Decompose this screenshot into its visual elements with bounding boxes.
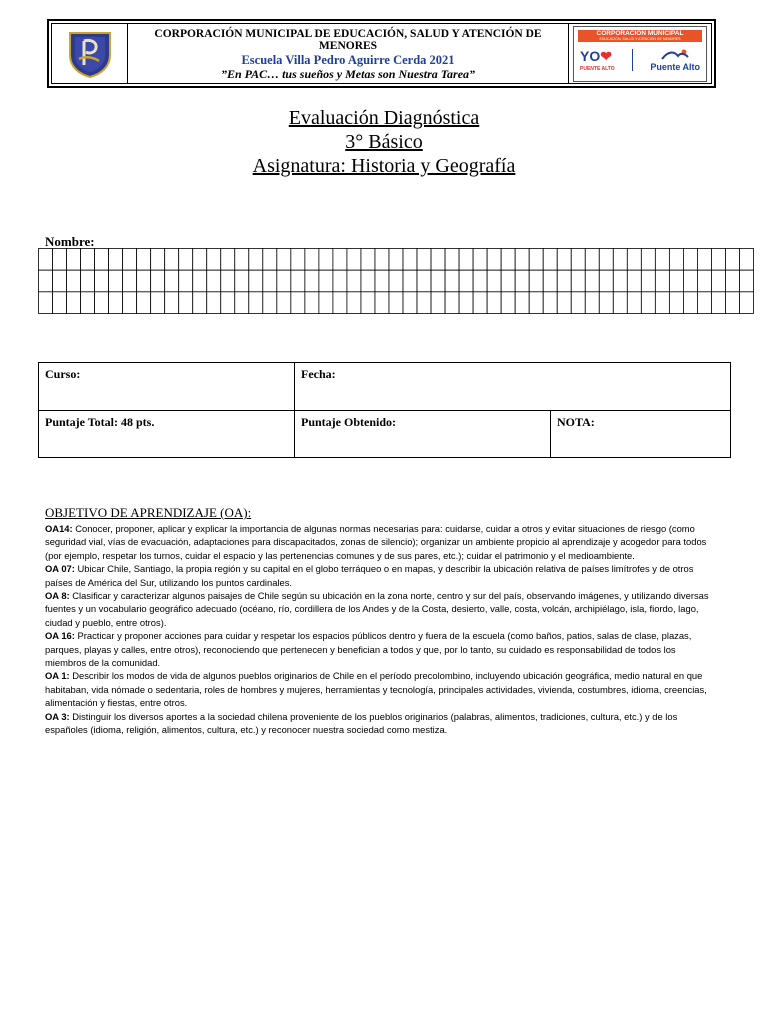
name-grid-cell[interactable] xyxy=(249,249,263,271)
name-grid-cell[interactable] xyxy=(81,249,95,271)
name-grid-cell[interactable] xyxy=(697,270,711,292)
header-inner xyxy=(51,23,712,84)
name-grid-cell[interactable] xyxy=(543,270,557,292)
name-grid-cell[interactable] xyxy=(431,270,445,292)
evaluation-title: Evaluación Diagnóstica xyxy=(288,107,480,129)
school-motto: ”En PAC… tus sueños y Metas son Nuestra Tarea” xyxy=(220,67,476,81)
name-grid-cell[interactable] xyxy=(417,270,431,292)
name-grid-cell[interactable] xyxy=(53,292,67,314)
puente-alto-mark-icon xyxy=(660,48,690,60)
name-grid-cell[interactable] xyxy=(361,249,375,271)
name-grid-cell[interactable] xyxy=(599,292,613,314)
name-grid-cell[interactable] xyxy=(193,292,207,314)
name-grid-cell[interactable] xyxy=(543,292,557,314)
name-grid-cell[interactable] xyxy=(473,249,487,271)
objective-item xyxy=(45,669,715,709)
name-grid-cell[interactable] xyxy=(207,249,221,271)
name-grid-cell[interactable] xyxy=(109,249,123,271)
header-box xyxy=(47,19,716,88)
name-grid-cell[interactable] xyxy=(459,292,473,314)
name-grid-cell[interactable] xyxy=(683,292,697,314)
name-grid-cell[interactable] xyxy=(81,292,95,314)
name-grid-cell[interactable] xyxy=(515,292,529,314)
name-grid-cell[interactable] xyxy=(291,292,305,314)
name-grid-cell[interactable] xyxy=(431,249,445,271)
name-grid-cell[interactable] xyxy=(305,292,319,314)
name-grid-cell[interactable] xyxy=(641,249,655,271)
name-grid-cell[interactable] xyxy=(585,270,599,292)
name-grid-cell[interactable] xyxy=(319,249,333,271)
name-grid-cell[interactable] xyxy=(627,292,641,314)
name-grid-cell[interactable] xyxy=(179,270,193,292)
name-grid-cell[interactable] xyxy=(221,249,235,271)
name-grid-cell[interactable] xyxy=(95,270,109,292)
name-grid-cell[interactable] xyxy=(515,270,529,292)
name-grid-cell[interactable] xyxy=(655,270,669,292)
puente-alto-text: Puente Alto xyxy=(650,61,700,72)
name-grid-cell[interactable] xyxy=(249,270,263,292)
name-grid-cell[interactable] xyxy=(557,292,571,314)
name-grid-cell[interactable] xyxy=(445,292,459,314)
name-grid-cell[interactable] xyxy=(529,249,543,271)
objective-item xyxy=(45,589,715,629)
grade-title: 3° Básico xyxy=(345,131,423,153)
name-grid-cell[interactable] xyxy=(151,292,165,314)
puntaje-obtenido-label: Puntaje Obtenido: xyxy=(301,414,397,429)
subject-title: Asignatura: Historia y Geografía xyxy=(252,155,516,177)
name-grid-cell[interactable] xyxy=(375,270,389,292)
name-grid-cell[interactable] xyxy=(697,292,711,314)
name-grid-cell[interactable] xyxy=(529,270,543,292)
name-grid-cell[interactable] xyxy=(263,270,277,292)
name-grid-cell[interactable] xyxy=(571,249,585,271)
document-titles xyxy=(0,106,768,178)
name-grid-cell[interactable] xyxy=(193,270,207,292)
name-grid-cell[interactable] xyxy=(123,249,137,271)
name-grid-cell[interactable] xyxy=(739,270,753,292)
name-grid-cell[interactable] xyxy=(571,292,585,314)
name-grid-cell[interactable] xyxy=(403,270,417,292)
name-grid-cell[interactable] xyxy=(627,249,641,271)
yo-subtext: PUENTE ALTO xyxy=(580,65,615,72)
name-grid-cell[interactable] xyxy=(725,292,739,314)
name-grid-cell[interactable] xyxy=(347,270,361,292)
heart-icon: ❤ xyxy=(600,47,612,64)
school-name: Escuela Villa Pedro Aguirre Cerda 2021 xyxy=(241,53,455,67)
name-grid-cell[interactable] xyxy=(585,249,599,271)
name-grid-cell[interactable] xyxy=(151,270,165,292)
objective-code: OA 07: xyxy=(45,563,75,575)
objective-text: Conocer, proponer, aplicar y explicar la importancia de algunas normas necesarias para: cuidarse, cuidar a otros y evitar situaciones de riesgo (como seguridad vial, vías de evacuación, adaptaciones para discapacitados, zonas de silencio); organizar un ambiente propicio al aprendizaje y acogedor para todos (por ejemplo, respetar los turnos, cuidar el espacio y las pertenencias comunes y de sus pares, etc.); cuidar el patrimonio y el medioambiente. xyxy=(45,523,707,561)
objective-code: OA 1: xyxy=(45,670,70,682)
objective-text: Distinguir los diversos aportes a la sociedad chilena proveniente de los pueblos originarios (palabras, alimentos, tradiciones, cultura, etc.) y de los españoles (idioma, religión, alimentos, cultura, etc.) y reconocer nuestra sociedad como mestiza. xyxy=(45,710,678,736)
name-grid-cell[interactable] xyxy=(669,249,683,271)
name-grid-cell[interactable] xyxy=(53,270,67,292)
name-grid-cell[interactable] xyxy=(319,270,333,292)
corporation-brand-logo xyxy=(573,26,707,82)
name-grid-cell[interactable] xyxy=(389,249,403,271)
name-grid-cell[interactable] xyxy=(375,292,389,314)
name-grid-cell[interactable] xyxy=(179,292,193,314)
fecha-field[interactable] xyxy=(295,363,731,411)
name-grid-cell[interactable] xyxy=(739,249,753,271)
name-grid-cell[interactable] xyxy=(137,249,151,271)
name-grid-cell[interactable] xyxy=(571,270,585,292)
name-grid-cell[interactable] xyxy=(67,249,81,271)
name-grid-cell[interactable] xyxy=(291,249,305,271)
name-grid-cell[interactable] xyxy=(501,270,515,292)
learning-objectives xyxy=(45,506,715,737)
name-grid-cell[interactable] xyxy=(431,292,445,314)
name-grid-cell[interactable] xyxy=(333,292,347,314)
name-grid-cell[interactable] xyxy=(123,292,137,314)
name-grid-cell[interactable] xyxy=(277,249,291,271)
nombre-label: Nombre: xyxy=(45,234,95,249)
name-grid-cell[interactable] xyxy=(627,270,641,292)
header-text-cell xyxy=(128,24,569,83)
name-grid-cell[interactable] xyxy=(361,270,375,292)
corporation-name: CORPORACIÓN MUNICIPAL DE EDUCACIÓN, SALUD Y ATENCIÓN DE MENORES xyxy=(154,28,542,52)
nota-label: NOTA: xyxy=(557,414,595,429)
name-grid-cell[interactable] xyxy=(39,249,53,271)
name-grid-cell[interactable] xyxy=(333,249,347,271)
name-grid-cell[interactable] xyxy=(613,292,627,314)
name-grid-cell[interactable] xyxy=(305,249,319,271)
name-grid-cell[interactable] xyxy=(459,249,473,271)
name-grid-cell[interactable] xyxy=(305,270,319,292)
objective-item xyxy=(45,629,715,669)
name-grid-cell[interactable] xyxy=(193,249,207,271)
name-grid-cell[interactable] xyxy=(487,249,501,271)
name-grid-cell[interactable] xyxy=(249,292,263,314)
logo-divider xyxy=(632,49,633,71)
name-grid-cell[interactable] xyxy=(67,292,81,314)
name-grid-cell[interactable] xyxy=(235,249,249,271)
name-grid-cell[interactable] xyxy=(445,270,459,292)
name-grid-cell[interactable] xyxy=(697,249,711,271)
objective-code: OA 16: xyxy=(45,630,75,642)
name-letter-grid[interactable] xyxy=(38,248,754,314)
name-grid-cell[interactable] xyxy=(277,292,291,314)
name-grid-cell[interactable] xyxy=(725,270,739,292)
puntaje-obtenido-field[interactable] xyxy=(295,410,551,458)
name-grid-cell[interactable] xyxy=(207,292,221,314)
name-grid-cell[interactable] xyxy=(711,270,725,292)
name-grid-cell[interactable] xyxy=(221,270,235,292)
objective-item xyxy=(45,562,715,589)
name-grid-cell[interactable] xyxy=(165,270,179,292)
school-crest-icon xyxy=(67,29,113,79)
objective-text: Practicar y proponer acciones para cuidar y respetar los espacios públicos dentro y fuera de la escuela (como baños, patios, salas de clase, plazas, parques, playas y calles, entre otros), reconociendo que pertenecen y benefician a todos y que, por lo tanto, su cuidado es responsabilidad de todos los miembros de la comunidad. xyxy=(45,630,692,669)
name-grid-cell[interactable] xyxy=(53,249,67,271)
name-grid-cell[interactable] xyxy=(445,249,459,271)
brand-bottom xyxy=(574,42,706,72)
name-grid-cell[interactable] xyxy=(179,249,193,271)
name-grid-cell[interactable] xyxy=(95,249,109,271)
name-grid-cell[interactable] xyxy=(515,249,529,271)
name-grid-cell[interactable] xyxy=(711,249,725,271)
name-grid-cell[interactable] xyxy=(109,270,123,292)
name-grid-cell[interactable] xyxy=(137,292,151,314)
name-grid-cell[interactable] xyxy=(487,292,501,314)
name-grid-cell[interactable] xyxy=(235,270,249,292)
name-grid-cell[interactable] xyxy=(585,292,599,314)
name-grid-cell[interactable] xyxy=(473,270,487,292)
name-grid-cell[interactable] xyxy=(641,270,655,292)
name-grid-cell[interactable] xyxy=(655,292,669,314)
name-grid-cell[interactable] xyxy=(361,292,375,314)
name-grid-cell[interactable] xyxy=(501,292,515,314)
objective-item xyxy=(45,522,715,562)
name-grid-cell[interactable] xyxy=(669,292,683,314)
name-grid-cell[interactable] xyxy=(333,270,347,292)
name-grid-cell[interactable] xyxy=(221,292,235,314)
objective-code: OA14: xyxy=(45,523,73,534)
name-grid-cell[interactable] xyxy=(109,292,123,314)
name-grid-cell[interactable] xyxy=(487,270,501,292)
name-grid-cell[interactable] xyxy=(277,270,291,292)
name-grid-cell[interactable] xyxy=(683,249,697,271)
name-grid-cell[interactable] xyxy=(347,249,361,271)
name-grid-cell[interactable] xyxy=(319,292,333,314)
name-grid-cell[interactable] xyxy=(613,249,627,271)
name-grid-cell[interactable] xyxy=(389,292,403,314)
name-grid-cell[interactable] xyxy=(67,270,81,292)
yo-puente-alto-logo xyxy=(580,48,615,72)
name-grid-cell[interactable] xyxy=(599,249,613,271)
objective-item xyxy=(45,710,715,737)
curso-label: Curso: xyxy=(45,367,81,381)
objective-text: Describir los modos de vida de algunos pueblos originarios de Chile en el período precolombino, incluyendo ubicación geográfica, medio natural en que habitaban, vida nómade o sedentaria, roles de hombres y mujeres, herramientas y tecnología, principales actividades, vivienda, costumbres, idioma, creencias, alimentación y fiestas, entre otros. xyxy=(45,670,707,709)
fecha-label: Fecha: xyxy=(301,367,336,381)
name-grid-cell[interactable] xyxy=(417,292,431,314)
yo-text: YO xyxy=(580,47,601,64)
name-grid-cell[interactable] xyxy=(375,249,389,271)
school-logo-cell xyxy=(52,24,128,83)
name-grid-cell[interactable] xyxy=(81,270,95,292)
brand-banner-title: CORPORACIÓN MUNICIPAL xyxy=(596,29,684,37)
objective-text: Ubicar Chile, Santiago, la propia región y su capital en el globo terráqueo o en mapas, y describir la ubicación relativa de países limítrofes y de otros países de América del Sur, utilizando los puntos cardinales. xyxy=(45,563,694,588)
brand-banner xyxy=(578,30,702,42)
name-grid-cell[interactable] xyxy=(263,292,277,314)
name-grid-cell[interactable] xyxy=(501,249,515,271)
nota-field[interactable] xyxy=(551,410,731,458)
name-grid-cell[interactable] xyxy=(613,270,627,292)
name-grid-cell[interactable] xyxy=(711,292,725,314)
name-grid-cell[interactable] xyxy=(263,249,277,271)
name-grid-cell[interactable] xyxy=(347,292,361,314)
puntaje-total-label: Puntaje Total: 48 pts. xyxy=(45,414,155,429)
curso-field[interactable] xyxy=(39,363,295,411)
objective-code: OA 3: xyxy=(45,710,70,722)
name-grid-cell[interactable] xyxy=(557,270,571,292)
name-grid-cell[interactable] xyxy=(389,270,403,292)
name-grid-cell[interactable] xyxy=(641,292,655,314)
name-grid-cell[interactable] xyxy=(165,292,179,314)
objectives-heading: OBJETIVO DE APRENDIZAJE (OA): xyxy=(45,505,252,520)
brand-logo-cell xyxy=(569,24,711,83)
name-grid-cell[interactable] xyxy=(291,270,305,292)
objective-code: OA 8: xyxy=(45,590,70,602)
name-grid-cell[interactable] xyxy=(403,292,417,314)
objective-text: Clasificar y caracterizar algunos paisajes de Chile según su ubicación en la zona norte, centro y sur del país, observando imágenes, y utilizando diversas fuentes y un vocabulario geográfico adecuado (océano, río, cordillera de los Andes y de la Costa, desierto, valle, costa, volcán, archipiélago, isla, fiordo, lago, ciudad y pueblo, entre otros). xyxy=(45,590,709,628)
puente-alto-logo xyxy=(650,48,700,72)
name-grid-cell[interactable] xyxy=(683,270,697,292)
name-grid-cell[interactable] xyxy=(599,270,613,292)
name-grid-cell[interactable] xyxy=(95,292,109,314)
name-grid-cell[interactable] xyxy=(669,270,683,292)
name-grid-cell[interactable] xyxy=(235,292,249,314)
brand-banner-subtitle: EDUCACIÓN, SALUD Y ATENCIÓN DE MENORES xyxy=(599,36,681,41)
name-grid-cell[interactable] xyxy=(725,249,739,271)
name-grid-cell[interactable] xyxy=(403,249,417,271)
name-grid-cell[interactable] xyxy=(459,270,473,292)
name-grid-cell[interactable] xyxy=(557,249,571,271)
info-row-1 xyxy=(39,363,731,411)
name-grid-cell[interactable] xyxy=(543,249,557,271)
name-grid-cell[interactable] xyxy=(655,249,669,271)
name-grid-cell[interactable] xyxy=(137,270,151,292)
name-grid-cell[interactable] xyxy=(473,292,487,314)
name-grid-cell[interactable] xyxy=(123,270,137,292)
puntaje-total-field xyxy=(39,410,295,458)
student-info-table xyxy=(38,362,731,458)
name-grid-cell[interactable] xyxy=(39,270,53,292)
name-grid-cell[interactable] xyxy=(529,292,543,314)
name-grid-cell[interactable] xyxy=(151,249,165,271)
name-grid-cell[interactable] xyxy=(165,249,179,271)
info-row-2 xyxy=(39,410,731,458)
name-grid-cell[interactable] xyxy=(739,292,753,314)
name-grid-cell[interactable] xyxy=(207,270,221,292)
name-grid-cell[interactable] xyxy=(417,249,431,271)
name-grid-cell[interactable] xyxy=(39,292,53,314)
